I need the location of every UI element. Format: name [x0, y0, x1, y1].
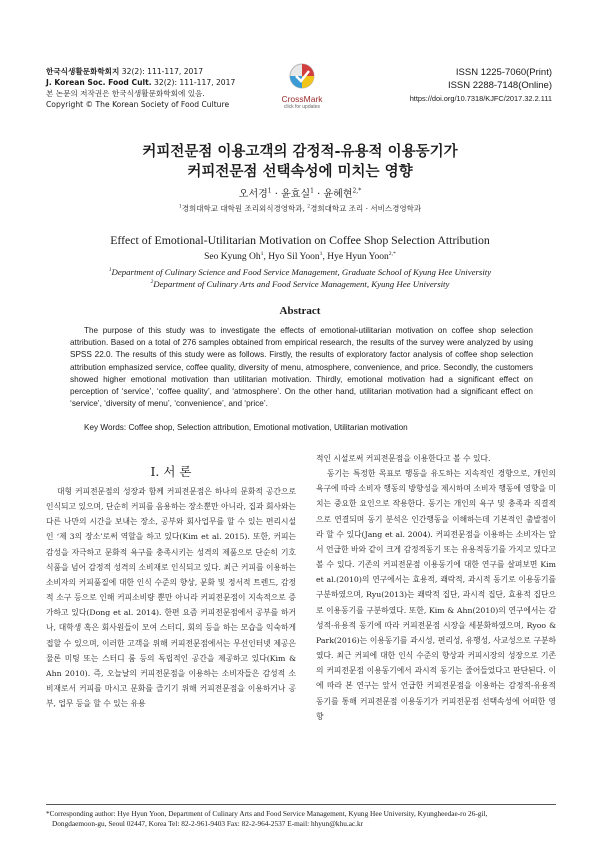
issn-block	[410, 66, 552, 105]
author-ko: 윤효실	[281, 189, 311, 200]
crossmark-badge[interactable]	[266, 62, 338, 110]
author-sup: 1	[260, 250, 264, 257]
title-en: Effect of Emotional-Utilitarian Motivation on Coffee Shop Selection Attribution	[110, 233, 490, 247]
author-en: Hyo Sil Yoon	[268, 252, 320, 262]
journal-header	[46, 66, 235, 110]
author-ko: 윤혜현	[323, 189, 353, 200]
affiliation-sup: 2	[150, 279, 154, 286]
author-en: Hye Hyun Yoon	[327, 252, 389, 262]
crossmark-icon	[288, 62, 316, 92]
affiliation-sup: 1	[178, 204, 182, 210]
issn-print: ISSN 1225-7060(Print)	[455, 67, 552, 78]
crossmark-sub: click for updates	[283, 104, 321, 110]
journal-volume-en: 32(2): 111-117, 2017	[154, 78, 236, 87]
affiliation-en-1	[30, 267, 570, 277]
author-ko: 오서경	[238, 189, 268, 200]
authors-en: Seo Kyung Oh$^1$, Hyo Sil Yoon$^1$, Hye Hyun Yoon$^{2,*}$	[204, 250, 396, 262]
section-heading: I. 서 론	[150, 464, 192, 479]
crossmark-label: CrossMark	[281, 94, 323, 104]
affiliation-sup: 1	[108, 267, 112, 274]
footnote-rule	[46, 804, 556, 805]
keywords	[84, 423, 408, 432]
affiliation-ko-1: 경희대학교 대학원 조리외식경영학과,	[181, 204, 305, 213]
journal-volume-ko: 32(2): 111-117, 2017	[121, 67, 204, 76]
affiliation-en-2	[30, 279, 570, 289]
affiliation-en-text: Department of Culinary Arts and Food Service Management, Kyung Hee University	[153, 279, 450, 289]
issn-online: ISSN 2288-7148(Online)	[447, 80, 552, 91]
footnote-line1: *Corresponding author: Hye Hyun Yoon, Department of Culinary Arts and Food Service Management, Kyung Hee University, Kyungheedae-ro 26-gil,	[46, 809, 488, 818]
abstract-heading: Abstract	[279, 305, 321, 317]
paragraph: 대형 커피전문점의 성장과 함께 커피전문점은 하나의 문화적 공간으로 인식되고 있으며, 단순히 커피를 음용하는 장소뿐만 아니라, 집과 회사와는 다른 나만의 시간을 보내는 장소, 공부와 회사업무를 할 수 있는 편리시설인 ‘제 3의 장소’로써 역할을 하고 있다(Kim et al. 2015). 또한, 커피는 감성을 자극하고 문화적 욕구를 충족시키는 성격의 제품으로 단순히 기호식품을 넘어 감정적 성격의 소비재로 인식되고 있다. 최근 커피를 이용하는 소비자의 커피품질에 대한 인식 수준의 향상, 문화 및 정서적 트렌드, 감정적 소구 등으로 인해 커피소비량 뿐만 아니라 커피전문점이 지속적으로 증가하고 있다(Dong et al. 2014). 한편 요즘 커피전문점에서 공부를 하거나, 대학생 혹은 회사원들이 모여 스터디, 회의 등을 하는 모습을 익숙하게 접할 수 있으며, 이러한 고객을 위해 커피전문점에서는 무선인터넷 제공은 물론 미팅 또는 스터디 룸 등의 독립적인 공간을 제공하고 있다(Kim & Ahn 2010). 즉, 오늘날의 커피전문점을 이용하는 소비자들은 감성적 소비재로서 커피를 마시고 문화를 즐기기 위해 커피전문점을 이용하거나 공부, 업무 등을 할 수 있는 유용	[46, 487, 296, 709]
footnote-line2: Dongdaemoon-gu, Seoul 02447, Korea Tel: 82-2-961-9403 Fax: 82-2-964-2537 E-mail: hhyun@khu.ac.kr	[52, 819, 364, 828]
author-sup: 2,*	[388, 250, 396, 257]
author-sup: 2,*	[352, 187, 362, 195]
title-ko-line1: 커피전문점 이용고객의 감정적-유용적 이용동기가	[142, 143, 458, 160]
copyright-ko: 본 논문의 저작권은 한국식생활문화학회에 있음.	[46, 89, 205, 98]
affiliations-ko	[30, 203, 570, 214]
doi-link[interactable]: https://doi.org/10.7318/KJFC/2017.32.2.111	[409, 94, 552, 103]
body-column-right	[316, 451, 556, 724]
keywords-label: Key Words:	[84, 423, 127, 432]
author-sup: 1	[267, 187, 272, 195]
title-ko-line2: 커피전문점 선택속성에 미치는 영향	[187, 163, 413, 180]
copyright-en: Copyright © The Korean Society of Food Culture	[46, 100, 230, 109]
authors-ko: 오서경$^1$ · 윤효실$^1$ · 윤혜현$^{2,*}$	[238, 187, 362, 200]
affiliation-ko-2: 경희대학교 조리 · 서비스경영학과	[310, 204, 422, 213]
author-sup: 1	[310, 187, 314, 195]
journal-name-ko: 한국식생활문화학회지	[46, 67, 120, 76]
keywords-list: Coffee shop, Selection attribution, Emotional motivation, Utilitarian motivation	[128, 423, 408, 432]
body-column-left	[46, 484, 296, 711]
paragraph: 동기는 특정한 목표로 행동을 유도하는 지속적인 경향으로, 개인의 욕구에 따라 소비자 행동의 방향성을 제시하며 소비자 행동에 영향을 미치는 중요한 요인으로 작용한다. 동기는 개인의 욕구 및 충족과 직결적으로 연결되며 동기 분석은 인간행동을 이해하는데 기본적인 출발점이라 할 수 있다(Jang et al. 2004). 커피전문점을 이용하는 소비자는 앞서 언급한 바와 같이 크게 감정적동기 또는 유용적동기를 가지고 있다고 볼 수 있다. 기존의 커피전문점 이용동기에 대한 연구를 살펴보면 Kim et al.(2010)의 연구에서는 효용적, 쾌락적, 과시적 동기로 이용동기를 구분하였으며, Ryu(2013)는 쾌락적 집단, 과시적 집단, 효용적 집단으로 이용동기를 구분하였다. 또한, Kim & Ahn(2010)의 연구에서는 감성적-유용적 동기에 따라 커피전문점 시장을 세분화하였으며, Ryoo & Park(2016)는 이용동기를 과시성, 편리성, 유행성, 사교성으로 구분하였다. 최근 커피에 대한 인식 수준의 향상과 커피시장의 성장으로 기존의 커피전문점 이용동기에서 과시적 동기는 줄어들었다고 판단된다. 이에 따라 본 연구는 앞서 언급한 커피전문점을 이용하는 감정적-유용적 동기를 통해 커피전문점 이용동기가 커피전문점 선택속성에 어떠한 영향	[316, 469, 556, 721]
affiliation-en-text: Department of Culinary Science and Food Service Management, Graduate School of Kyung Hee University	[111, 267, 492, 277]
paragraph: 적인 시설로써 커피전문점을 이용한다고 볼 수 있다.	[316, 454, 491, 463]
abstract-text: The purpose of this study was to investigate the effects of emotional-utilitarian motivation on coffee shop selection attribution. Based on a total of 276 samples obtained from empirical research, the results of the survey were analyzed by using SPSS 22.0. The results of this study were as follows. Firstly, the results of exploratory factor analysis of coffee shop selection attribution emphasized service, coffee quality, diversity of menu, atmosphere, convenience, and price. Secondly, the customers showed higher emotional motivation than utilitarian motivation. Thirdly, emotional motivation had a significant effect on perception of ‘service’, ‘coffee quality’, and ‘atmosphere’. On the other hand, utilitarian motivation had a significant effect on ‘service’, ‘diversity of menu’, ‘convenience’, and ‘price’.	[70, 326, 533, 409]
footnote	[46, 809, 556, 829]
journal-name-en: J. Korean Soc. Food Cult.	[46, 78, 152, 87]
affiliation-sup: 2	[307, 204, 311, 210]
author-sup: 1	[319, 250, 323, 257]
author-en: Seo Kyung Oh	[204, 252, 261, 262]
